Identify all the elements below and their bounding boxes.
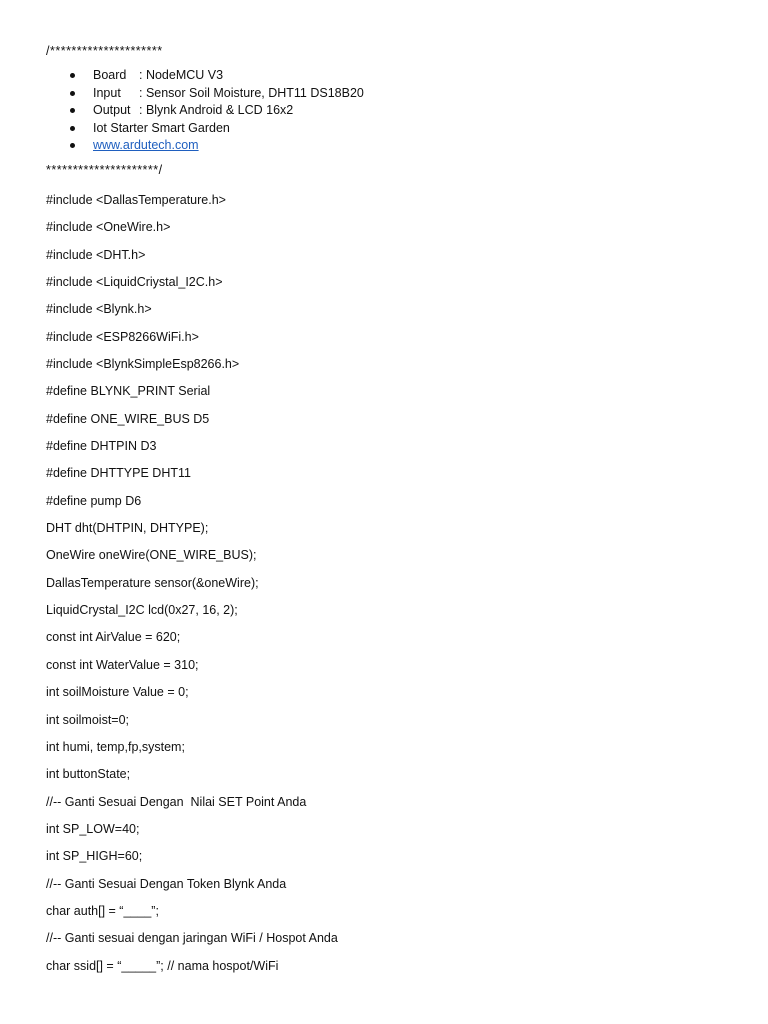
code-line: #include <Blynk.h> xyxy=(46,302,152,317)
code-line: //-- Ganti Sesuai Dengan Nilai SET Point Anda xyxy=(46,794,307,809)
meta-list xyxy=(46,67,726,155)
code-line: int soilMoisture Value = 0; xyxy=(46,685,189,700)
meta-item-link xyxy=(46,137,726,155)
code-line: DallasTemperature sensor(&oneWire); xyxy=(46,575,259,590)
document-page xyxy=(46,40,726,980)
code-line: DHT dht(DHTPIN, DHTYPE); xyxy=(46,521,209,536)
code-line: int buttonState; xyxy=(46,767,131,782)
code-line: int humi, temp,fp,system; xyxy=(46,739,185,754)
meta-value: Iot Starter Smart Garden xyxy=(93,120,230,135)
code-line: #include <BlynkSimpleEsp8266.h> xyxy=(46,357,240,372)
code-line: int SP_HIGH=60; xyxy=(46,849,143,864)
code-line: #include <DallasTemperature.h> xyxy=(46,192,226,207)
website-link[interactable]: www.ardutech.com xyxy=(93,138,199,153)
code-line: #include <ESP8266WiFi.h> xyxy=(46,329,199,344)
meta-item-project xyxy=(46,120,726,138)
code-line: #include <DHT.h> xyxy=(46,247,146,262)
code-line: int SP_LOW=40; xyxy=(46,821,140,836)
code-line: char ssid[] = “_____”; // nama hospot/WiFi xyxy=(46,958,279,973)
code-line: #define DHTPIN D3 xyxy=(46,439,157,454)
code-line: #define ONE_WIRE_BUS D5 xyxy=(46,411,210,426)
code-line: const int AirValue = 620; xyxy=(46,630,181,645)
code-line: #define BLYNK_PRINT Serial xyxy=(46,384,211,399)
meta-value: : Sensor Soil Moisture, DHT11 DS18B20 xyxy=(139,85,364,100)
code-line: #define pump D6 xyxy=(46,493,142,508)
code-line: const int WaterValue = 310; xyxy=(46,657,199,672)
code-line: LiquidCrystal_I2C lcd(0x27, 16, 2); xyxy=(46,603,238,618)
comment-close: *********************/ xyxy=(46,162,163,177)
meta-value: : Blynk Android & LCD 16x2 xyxy=(139,103,294,118)
code-line: //-- Ganti sesuai dengan jaringan WiFi / Hospot Anda xyxy=(46,931,338,946)
meta-item-board xyxy=(46,67,726,85)
code-line: //-- Ganti Sesuai Dengan Token Blynk Anda xyxy=(46,876,287,891)
meta-key: Output xyxy=(93,103,131,118)
code-line: OneWire oneWire(ONE_WIRE_BUS); xyxy=(46,548,257,563)
code-line: #include <LiquidCriystal_I2C.h> xyxy=(46,275,223,289)
meta-key: Input xyxy=(93,85,121,100)
meta-value: : NodeMCU V3 xyxy=(139,68,224,82)
code-line: char auth[] = “____”; xyxy=(46,903,159,918)
meta-key: Board xyxy=(93,68,127,82)
code-line: #define DHTTYPE DHT11 xyxy=(46,466,191,481)
code-line: #include <OneWire.h> xyxy=(46,220,171,235)
code-line: int soilmoist=0; xyxy=(46,712,130,727)
meta-item-input xyxy=(46,85,726,103)
code-block xyxy=(46,187,726,980)
meta-item-output xyxy=(46,102,726,120)
comment-open: /********************* xyxy=(46,44,163,58)
